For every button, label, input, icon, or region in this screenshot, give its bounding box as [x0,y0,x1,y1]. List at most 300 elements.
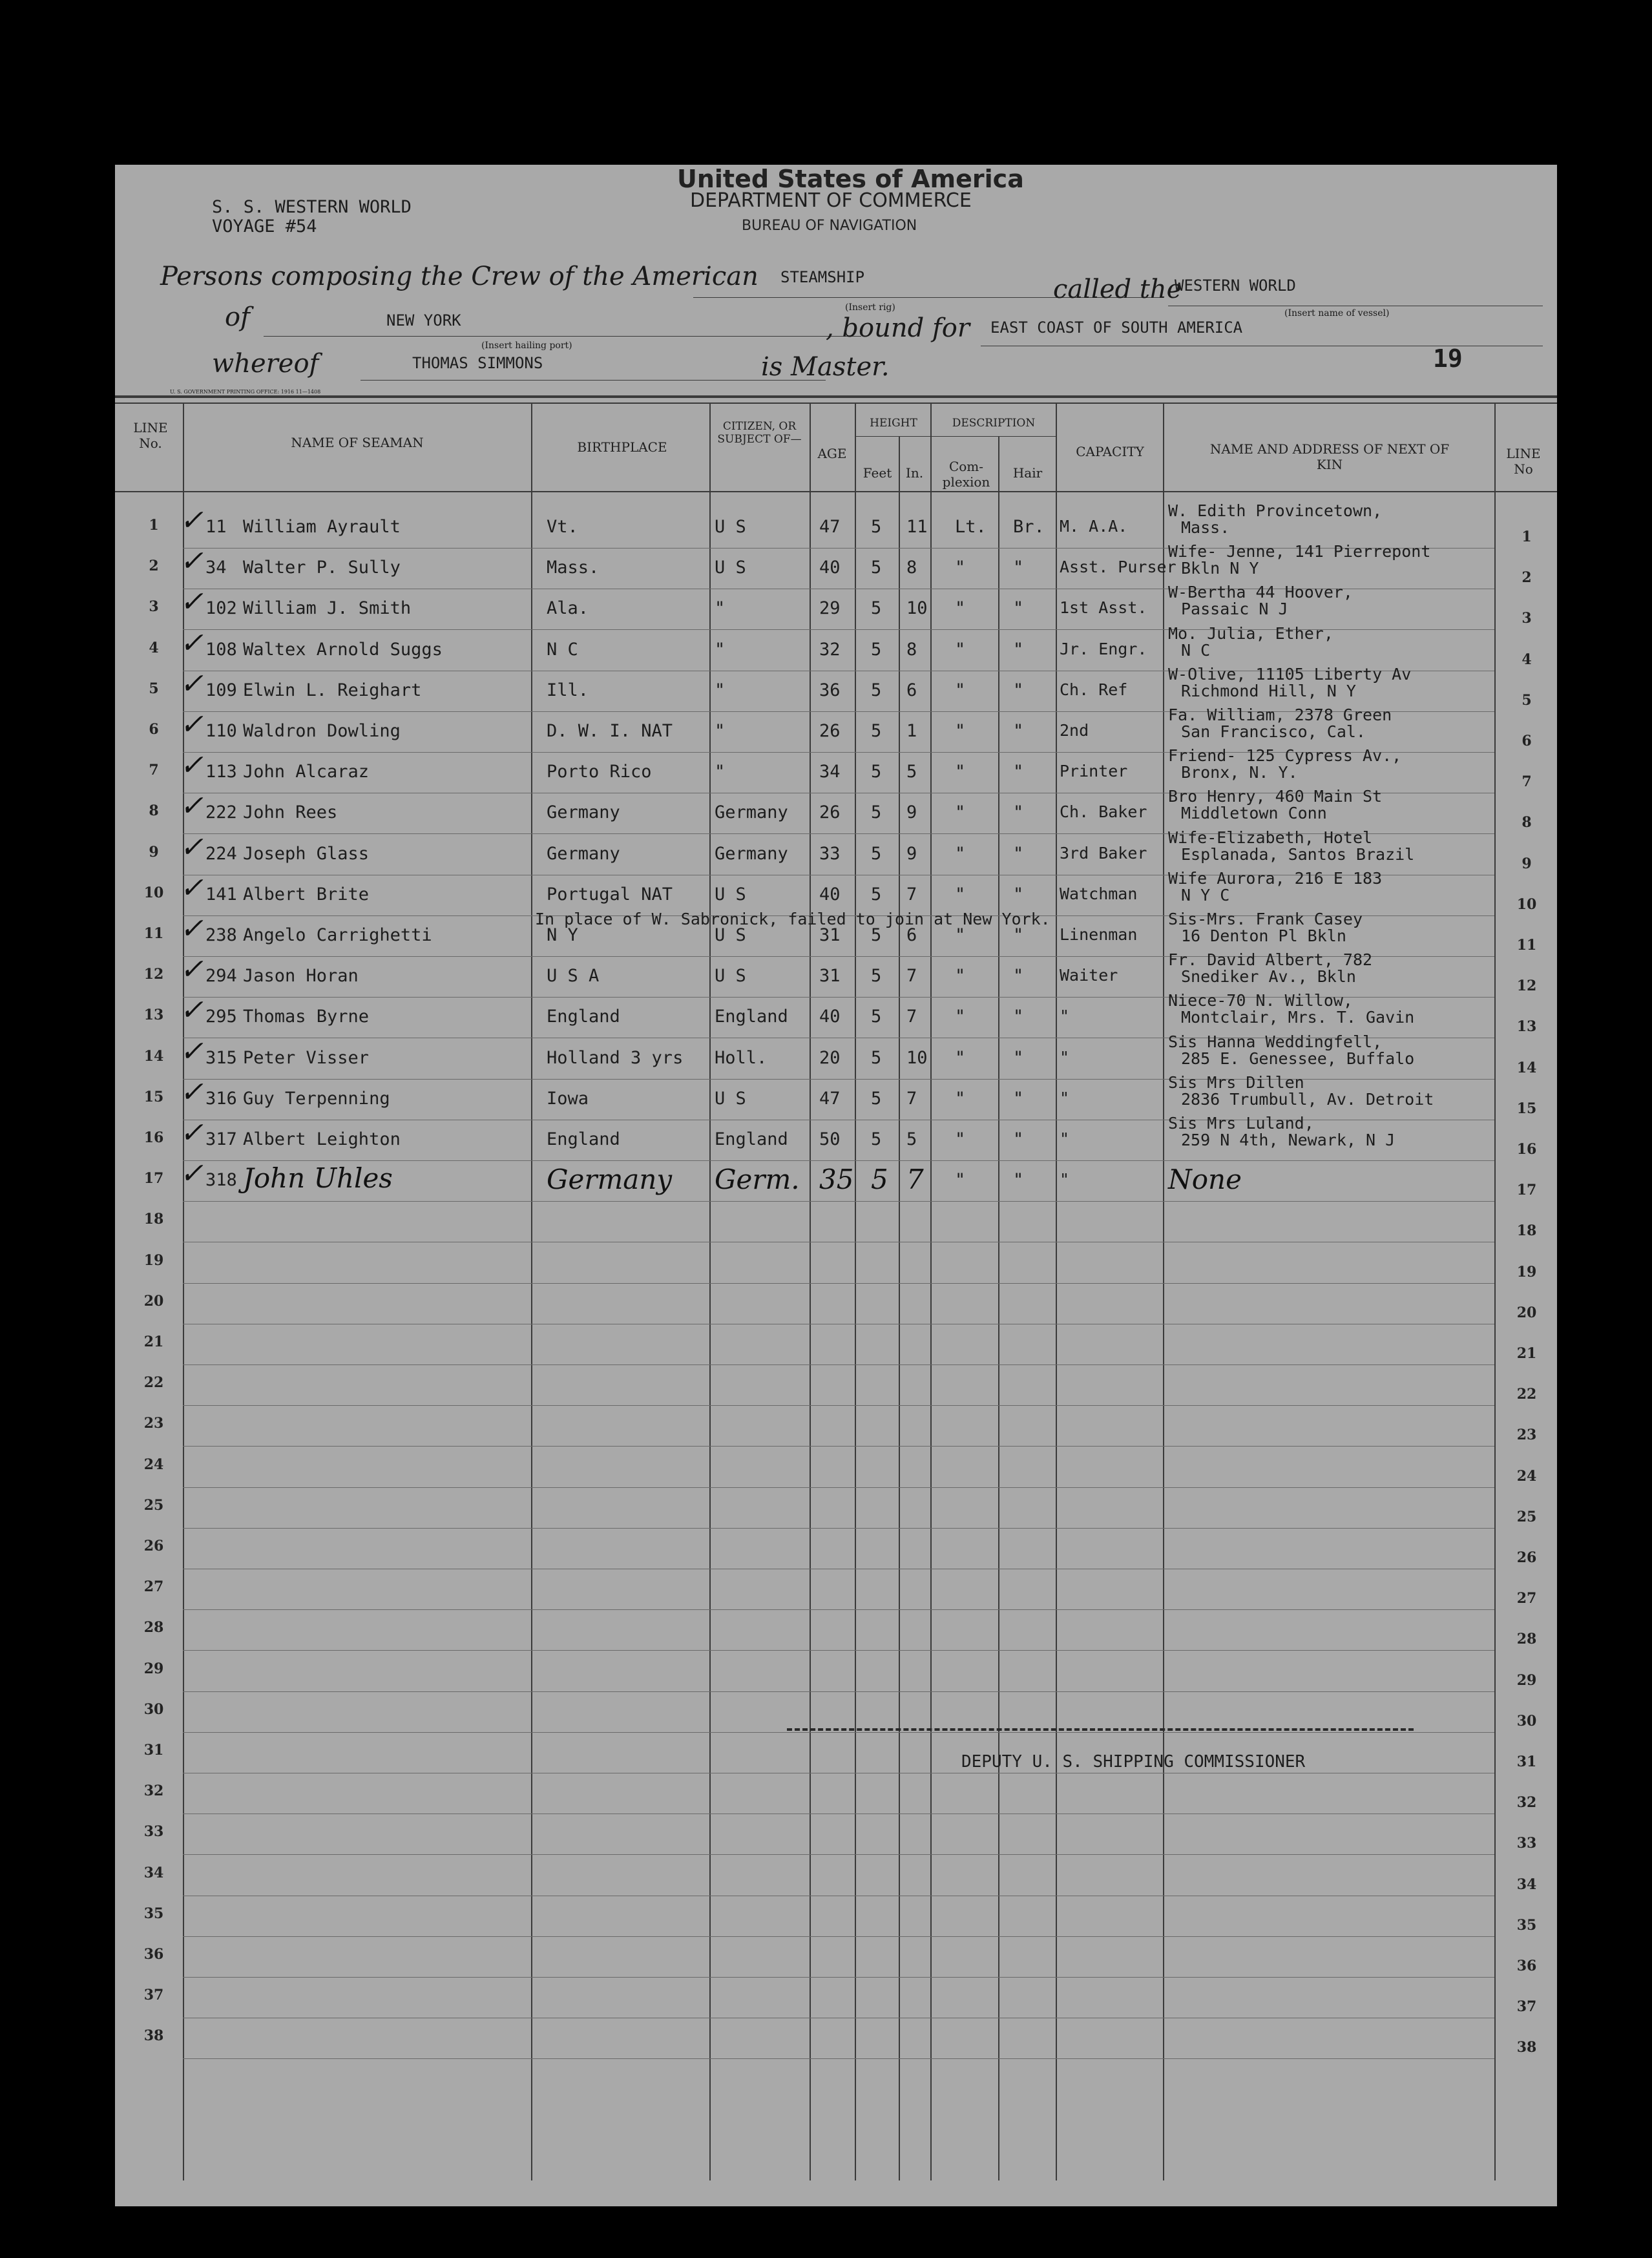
crew-number: 316 [205,1088,237,1109]
col-height: HEIGHT [870,417,917,430]
next-of-kin-line2: 2836 Trumbull, Av. Detroit [1181,1089,1434,1109]
next-of-kin-line1: None [1168,1164,1242,1196]
complexion: " [955,802,966,823]
crew-number: 110 [205,721,237,741]
birthplace: Holland 3 yrs [547,1047,684,1068]
seaman-name: Joseph Glass [243,843,370,864]
next-of-kin-line2: Bronx, N. Y. [1181,763,1298,782]
line-number-left: 6 [149,721,159,738]
seaman-name: Guy Terpenning [243,1088,390,1109]
line-number-left: 16 [143,1129,164,1146]
birthplace: Mass. [547,558,600,578]
birthplace: Vt. [547,517,578,537]
complexion: " [955,843,966,864]
check-mark: ✓ [180,504,204,537]
line-number-left: 26 [143,1538,164,1554]
line-number-left: 10 [143,884,164,901]
row-rule [183,1160,1494,1161]
hair: " [1013,1170,1024,1191]
year-suffix: 19 [1433,344,1463,373]
next-of-kin-line1: W-Olive, 11105 Liberty Av [1168,664,1412,684]
check-mark: ✓ [180,994,204,1027]
bureau-title: BUREAU OF NAVIGATION [742,218,917,234]
height-feet: 5 [871,1088,882,1109]
height-feet: 5 [871,1164,888,1196]
line-number-left: 15 [143,1088,164,1105]
citizenship: " [715,762,726,782]
hair: " [1013,966,1024,987]
bound-value: EAST COAST OF SOUTH AMERICA [990,319,1243,337]
line-number-left: 8 [149,802,159,820]
birthplace: N Y [547,925,578,945]
line-number-right: 1 [1521,528,1532,545]
line-number-left: 1 [149,517,159,534]
line-number-right: 3 [1521,610,1532,627]
citizenship: U S [715,517,746,537]
next-of-kin-line1: Sis Mrs Dillen [1168,1072,1304,1092]
crew-number: 238 [205,925,237,945]
line-number-right: 32 [1516,1794,1537,1812]
line-number-right: 22 [1516,1386,1537,1403]
vessel-value: WESTERN WORLD [1175,277,1296,295]
height-inches: 10 [906,1047,928,1068]
row-rule [183,1283,1494,1284]
height-feet: 5 [871,1047,882,1068]
capacity: " [1060,1007,1070,1026]
col-description: DESCRIPTION [952,417,1036,430]
check-mark: ✓ [180,1116,204,1149]
height-feet: 5 [871,639,882,660]
citizenship: Holl. [715,1047,768,1068]
capacity: Jr. Engr. [1060,639,1147,658]
line-number-left: 5 [149,680,159,697]
complexion: " [955,680,966,700]
next-of-kin-line2: Esplanada, Santos Brazil [1181,844,1415,864]
row-rule [183,1609,1494,1610]
line-number-right: 27 [1516,1590,1537,1607]
line-number-right: 35 [1516,1916,1537,1934]
height-feet: 5 [871,558,882,578]
row-rule [183,1528,1494,1529]
complexion: " [955,598,966,619]
next-of-kin-line2: N Y C [1181,885,1230,904]
line-number-left: 24 [143,1456,164,1473]
line-number-left: 31 [143,1742,164,1759]
complexion: " [955,966,966,987]
port-value: NEW YORK [386,311,461,329]
master-value: THOMAS SIMMONS [412,354,543,372]
check-mark: ✓ [180,708,204,741]
citizenship: U S [715,1088,746,1109]
next-of-kin-line2: San Francisco, Cal. [1181,722,1366,741]
hair: " [1013,1007,1024,1027]
line-number-left: 12 [143,966,164,983]
hair: Br. [1013,517,1045,537]
line-number-left: 38 [143,2027,164,2045]
height-feet: 5 [871,966,882,987]
crew-number: 294 [205,966,237,987]
line-number-right: 7 [1521,773,1532,791]
birthplace: U S A [547,966,600,987]
line-number-right: 12 [1516,977,1537,995]
capacity: Ch. Ref [1060,680,1128,699]
row-rule [183,1446,1494,1447]
height-inches: 9 [906,802,917,823]
line-number-right: 26 [1516,1549,1537,1566]
seaman-name: John Uhles [243,1162,393,1195]
birthplace: Ala. [547,598,589,619]
crew-number: 11 [205,517,227,537]
check-mark: ✓ [180,1157,204,1191]
row-rule [183,1977,1494,1978]
line-number-right: 9 [1521,855,1532,872]
birthplace: Germany [547,1164,673,1196]
height-inches: 9 [906,843,917,864]
crew-number: 317 [205,1129,237,1149]
seaman-name: Albert Leighton [243,1129,401,1149]
height-feet: 5 [871,843,882,864]
line-number-right: 30 [1516,1712,1537,1730]
crew-number: 222 [205,802,237,823]
height-inches: 7 [906,966,917,987]
col-name: NAME OF SEAMAN [291,435,424,450]
citizenship: " [715,680,726,700]
capacity: Asst. Purser [1060,558,1176,577]
crew-number: 141 [205,884,237,904]
line-number-left: 30 [143,1700,164,1718]
line-number-left: 17 [143,1170,164,1187]
complexion: " [955,1170,966,1191]
line-number-right: 29 [1516,1671,1537,1689]
citizenship: U S [715,884,746,904]
line-number-right: 5 [1521,691,1532,709]
row-rule [183,1650,1494,1651]
line-number-right: 31 [1516,1753,1537,1770]
complexion: " [955,884,966,904]
citizenship: Germ. [715,1164,800,1196]
next-of-kin-line2: Richmond Hill, N Y [1181,681,1356,700]
capacity: M. A.A. [1060,517,1128,536]
line-number-left: 20 [143,1292,164,1310]
vessel-hint: (Insert name of vessel) [1284,308,1390,319]
height-inches: 6 [906,925,917,945]
age: 47 [819,1088,841,1109]
col-hair: Hair [1012,465,1043,481]
hair: " [1013,925,1024,945]
signature-label: DEPUTY U. S. SHIPPING COMMISSIONER [961,1752,1306,1772]
seaman-name: Waltex Arnold Suggs [243,639,443,660]
next-of-kin-line2: Middletown Conn [1181,804,1327,823]
gpo-text: U. S. GOVERNMENT PRINTING OFFICE: 1916 11—1408 [170,389,321,395]
row-rule [183,1936,1494,1937]
line-number-left: 7 [149,762,159,779]
line-number-right: 16 [1516,1141,1537,1158]
row-rule [183,1201,1494,1202]
next-of-kin-line2: 285 E. Genessee, Buffalo [1181,1049,1415,1068]
next-of-kin-line2: Bkln N Y [1181,559,1259,578]
seaman-name: John Alcaraz [243,762,370,782]
next-of-kin-line1: Sis Mrs Luland, [1168,1114,1314,1133]
height-inches: 8 [906,639,917,660]
line-number-left: 3 [149,598,159,616]
height-inches: 5 [906,762,917,782]
line-number-right: 11 [1516,937,1537,954]
crew-number: 108 [205,639,237,660]
complexion: " [955,558,966,578]
next-of-kin-line1: W-Bertha 44 Hoover, [1168,583,1353,602]
line-number-left: 35 [143,1905,164,1922]
next-of-kin-line2: Passaic N J [1181,600,1288,619]
check-mark: ✓ [180,1075,204,1109]
line-number-left: 28 [143,1619,164,1636]
check-mark: ✓ [180,585,204,619]
line-number-right: 2 [1521,569,1532,587]
line-number-left: 18 [143,1211,164,1228]
age: 33 [819,843,841,864]
crew-number: 315 [205,1047,237,1068]
next-of-kin-line1: Wife- Jenne, 141 Pierrepont [1168,542,1431,561]
next-of-kin-line2: 259 N 4th, Newark, N J [1181,1131,1396,1149]
crew-number: 102 [205,598,237,619]
check-mark: ✓ [180,789,204,823]
complexion: " [955,762,966,782]
check-mark: ✓ [180,1034,204,1068]
next-of-kin-line1: Wife Aurora, 216 E 183 [1168,868,1383,888]
height-inches: 7 [906,1088,917,1109]
birthplace: Germany [547,843,620,864]
line-number-right: 20 [1516,1304,1537,1321]
line-number-right: 6 [1521,733,1532,749]
crew-number: 109 [205,680,237,700]
height-feet: 5 [871,680,882,700]
height-inches: 8 [906,558,917,578]
citizenship: Germany [715,843,788,864]
line-number-left: 4 [149,639,159,656]
port-hint: (Insert hailing port) [481,340,572,351]
col-capacity: CAPACITY [1076,444,1144,459]
row-rule [183,1854,1494,1855]
next-of-kin-line1: W. Edith Provincetown, [1168,501,1383,520]
height-feet: 5 [871,721,882,741]
called-label: called the [1053,275,1182,304]
line-number-right: 25 [1516,1508,1537,1525]
complexion: " [955,721,966,741]
seaman-name: Waldron Dowling [243,721,401,741]
birthplace: Porto Rico [547,762,652,782]
col-complexion: Com- plexion [942,459,990,490]
stamp-top-text: United States of America [677,165,1024,193]
line-number-left: 27 [143,1578,164,1596]
age: 50 [819,1129,841,1149]
line-number-right: 23 [1516,1427,1537,1444]
next-of-kin-line1: Mo. Julia, Ether, [1168,623,1333,643]
line-number-left: 23 [143,1415,164,1432]
row-rule [183,1691,1494,1692]
next-of-kin-line1: Fr. David Albert, 782 [1168,950,1373,970]
line-number-right: 34 [1516,1876,1537,1893]
next-of-kin-line1: Sis-Mrs. Frank Casey [1168,910,1363,928]
height-feet: 5 [871,884,882,904]
check-mark: ✓ [180,830,204,864]
complexion: " [955,1129,966,1149]
height-feet: 5 [871,762,882,782]
line-number-left: 11 [143,925,164,942]
voyage-line: VOYAGE #54 [212,216,317,236]
of-label: of [225,302,250,332]
citizenship: England [715,1007,788,1027]
seaman-name: William J. Smith [243,598,412,619]
capacity: 1st Asst. [1060,598,1147,618]
line-number-left: 19 [143,1251,164,1269]
col-age: AGE [817,446,847,461]
seaman-name: William Ayrault [243,517,401,537]
height-inches: 6 [906,680,917,700]
check-mark: ✓ [180,667,204,700]
crew-number: 224 [205,843,237,864]
row-rule [183,1732,1494,1733]
height-feet: 5 [871,925,882,945]
citizenship: England [715,1129,788,1149]
complexion: Lt. [955,517,987,537]
ship-line: S. S. WESTERN WORLD [212,197,412,217]
line-number-left: 32 [143,1782,164,1800]
line-number-right: 8 [1521,814,1532,831]
line-number-right: 28 [1516,1631,1537,1648]
next-of-kin-line1: Sis Hanna Weddingfell, [1168,1032,1383,1051]
seaman-name: Thomas Byrne [243,1007,370,1027]
whereof-label: whereof [212,349,319,379]
capacity: Waiter [1060,966,1118,985]
hair: " [1013,1047,1024,1068]
line-number-left: 34 [143,1864,164,1881]
citizenship: " [715,639,726,660]
capacity: 2nd [1060,721,1089,740]
height-feet: 5 [871,802,882,823]
birthplace: D. W. I. NAT [547,721,673,741]
citizenship: U S [715,966,746,987]
row-rule [183,2058,1494,2059]
birthplace: Iowa [547,1088,589,1109]
citizenship: " [715,721,726,741]
col-kin: NAME AND ADDRESS OF NEXT OF KIN [1209,441,1450,472]
seaman-name: Jason Horan [243,966,359,987]
age: 31 [819,925,841,945]
birthplace: England [547,1007,620,1027]
next-of-kin-line2: Snediker Av., Bkln [1181,967,1356,987]
line-number-right: 14 [1516,1059,1537,1076]
birthplace: N C [547,639,578,660]
master-label: is Master. [761,352,890,382]
age: 35 [819,1164,854,1196]
capacity: " [1060,1129,1070,1148]
hair: " [1013,1129,1024,1149]
line-number-right: 37 [1516,1998,1537,2016]
hair: " [1013,639,1024,660]
height-inches: 7 [906,1164,924,1196]
capacity: " [1060,1170,1070,1189]
age: 36 [819,680,841,700]
complexion: " [955,639,966,660]
seaman-name: Walter P. Sully [243,558,401,578]
capacity: Printer [1060,762,1128,781]
age: 32 [819,639,841,660]
line-number-right: 10 [1516,895,1537,913]
line-number-right: 4 [1521,651,1532,668]
capacity: Watchman [1060,884,1138,903]
crew-number: 34 [205,558,227,578]
height-inches: 1 [906,721,917,741]
next-of-kin-line2: Mass. [1181,518,1230,537]
bound-label: , bound for [826,313,970,343]
hair: " [1013,721,1024,741]
hair: " [1013,1088,1024,1109]
next-of-kin-line1: Friend- 125 Cypress Av., [1168,746,1402,766]
height-feet: 5 [871,598,882,619]
line-number-left: 22 [143,1374,164,1392]
row-rule [183,1487,1494,1488]
birthplace: Portugal NAT [547,884,673,904]
hair: " [1013,598,1024,619]
birthplace: Ill. [547,680,589,700]
citizenship: " [715,598,726,619]
hair: " [1013,802,1024,823]
line-number-left: 14 [143,1047,164,1065]
line-number-left: 13 [143,1007,164,1024]
col-birthplace: BIRTHPLACE [577,439,667,455]
col-line-no: LINE No. [133,420,168,451]
department-title: DEPARTMENT OF COMMERCE [690,189,972,212]
age: 40 [819,558,841,578]
next-of-kin-line1: Niece-70 N. Willow, [1168,991,1353,1010]
line-number-right: 36 [1516,1958,1537,1974]
seaman-name: Albert Brite [243,884,370,904]
col-line-no-right: LINE No [1506,446,1541,477]
crew-number: 318 [205,1170,237,1191]
row-rule [183,1364,1494,1365]
seaman-name: Peter Visser [243,1047,370,1068]
capacity: " [1060,1047,1070,1067]
capacity: Ch. Baker [1060,802,1147,822]
next-of-kin-line1: Bro Henry, 460 Main St [1168,787,1383,806]
height-feet: 5 [871,1129,882,1149]
hair: " [1013,884,1024,904]
check-mark: ✓ [180,749,204,782]
line-number-left: 2 [149,558,159,575]
line-number-left: 37 [143,1987,164,2004]
hair: " [1013,558,1024,578]
height-inches: 7 [906,1007,917,1027]
hair: " [1013,762,1024,782]
age: 20 [819,1047,841,1068]
col-citizen: CITIZEN, OR SUBJECT OF— [717,420,802,446]
line-number-left: 9 [149,843,159,861]
check-mark: ✓ [180,545,204,578]
line-number-right: 24 [1516,1467,1537,1485]
crew-list-document [115,165,1557,2206]
complexion: " [955,1007,966,1027]
citizenship: U S [715,558,746,578]
complexion: " [955,1047,966,1068]
line-number-right: 19 [1516,1263,1537,1281]
check-mark: ✓ [180,912,204,945]
birthplace: England [547,1129,620,1149]
birthplace: Germany [547,802,620,823]
complexion: " [955,925,966,945]
seaman-name: Elwin L. Reighart [243,680,422,700]
check-mark: ✓ [180,871,204,904]
age: 26 [819,802,841,823]
line-number-right: 18 [1516,1222,1537,1240]
